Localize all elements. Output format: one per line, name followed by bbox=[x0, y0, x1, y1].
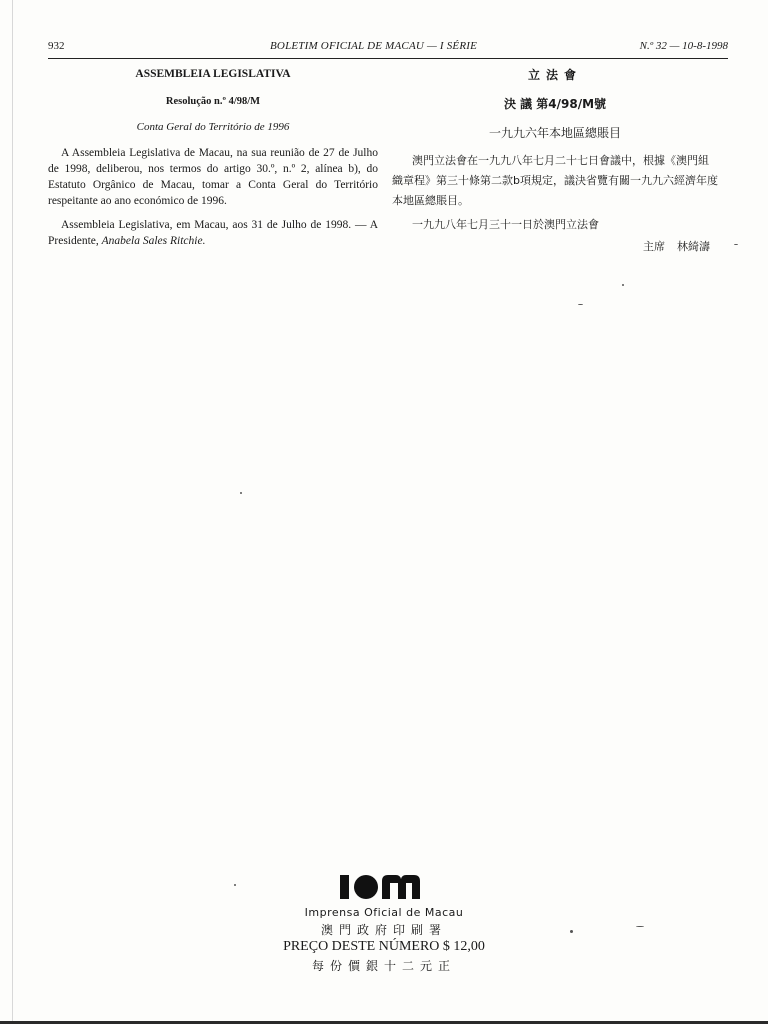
president-line-zh bbox=[392, 237, 718, 257]
portuguese-column bbox=[48, 64, 378, 249]
imprensa-name: Imprensa Oficial de Macau bbox=[304, 906, 464, 919]
issue-price-zh: 每份價銀十二元正 bbox=[311, 959, 456, 973]
page-number: 932 bbox=[48, 40, 65, 52]
scan-speck bbox=[240, 492, 242, 494]
scan-speck bbox=[234, 884, 236, 886]
issue-price: PREÇO DESTE NÚMERO $ 12,00 bbox=[283, 939, 485, 954]
scan-speck bbox=[636, 926, 644, 927]
resolution-body-zh: 澳門立法會在一九九八年七月二十七日會議中，根據《澳門組織章程》第三十條第二款b項規定，議決省覽有關一九九六經濟年度本地區總賬目。 bbox=[392, 154, 718, 207]
scan-speck bbox=[570, 930, 573, 933]
scan-speck bbox=[734, 244, 738, 245]
scan-edge bbox=[12, 0, 13, 1024]
president-title-zh: 主席 bbox=[643, 240, 665, 253]
resolution-date-zh: 一九九八年七月三十一日於澳門立法會 bbox=[412, 218, 599, 231]
president-name-zh: 林綺濤 bbox=[677, 240, 710, 253]
chinese-column bbox=[392, 64, 718, 257]
scan-speck bbox=[578, 304, 583, 305]
iom-logo-icon bbox=[338, 874, 430, 900]
signature-line bbox=[48, 217, 378, 249]
resolution-body: A Assembleia Legislativa de Macau, na sua reunião de 27 de Julho de 1998, deliberou, nos termos do artigo 30.º, n.º 2, alínea b), do Estatuto Orgânico de Macau, tomar a Conta Geral do Território respeitante ao ano económico de 1996. bbox=[48, 147, 378, 207]
signature-name: Anabela Sales Ritchie. bbox=[101, 235, 206, 247]
signature-text: Assembleia Legislativa, em Macau, aos 31 de Julho de 1998. — A Presidente, bbox=[48, 219, 378, 247]
resolution-number-zh: 決 議 第4/98/M號 bbox=[503, 97, 607, 111]
section-heading: ASSEMBLEIA LEGISLATIVA bbox=[135, 68, 291, 80]
page-header bbox=[48, 40, 728, 58]
imprensa-name-zh: 澳門政府印刷署 bbox=[320, 923, 447, 937]
resolution-number: Resolução n.º 4/98/M bbox=[165, 96, 261, 107]
imprint-footer bbox=[234, 906, 534, 974]
resolution-subtitle: Conta Geral do Território de 1996 bbox=[136, 121, 290, 133]
scan-speck bbox=[622, 284, 624, 286]
resolution-subtitle-zh: 一九九六年本地區總賬目 bbox=[488, 126, 621, 140]
section-heading-zh: 立法會 bbox=[527, 68, 582, 82]
publication-title: BOLETIM OFICIAL DE MACAU — I SÉRIE bbox=[270, 40, 478, 52]
header-rule bbox=[48, 58, 728, 59]
issue-date: N.º 32 — 10-8-1998 bbox=[639, 40, 728, 52]
